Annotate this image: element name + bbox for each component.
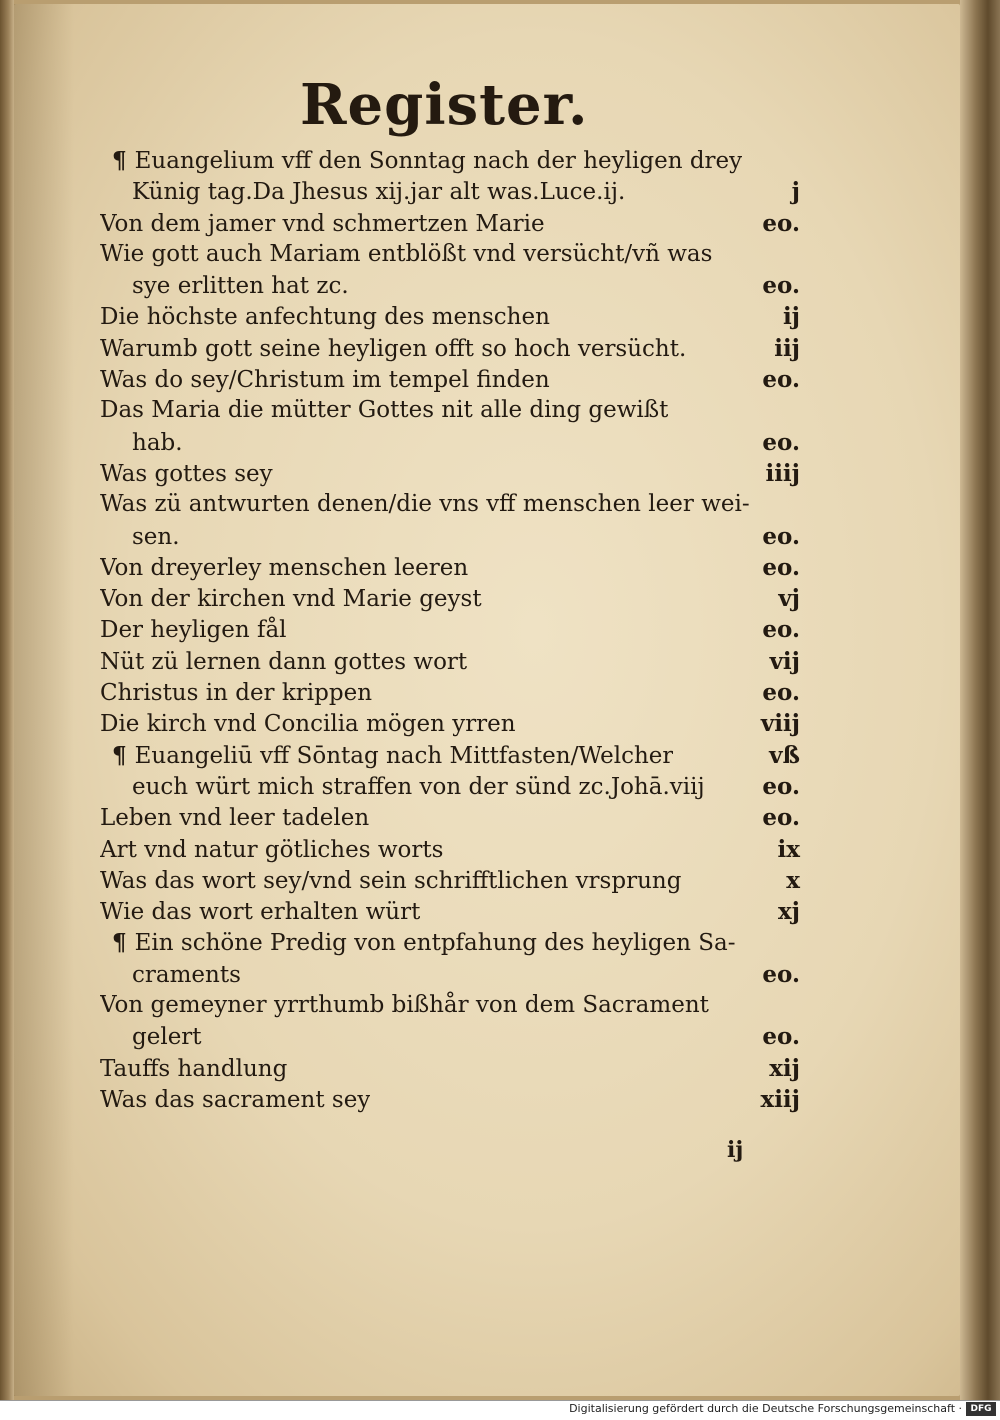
entry-label: Von gemeyner yrrthumb bißhår von dem Sacrament [100,992,709,1019]
register-entry [100,1021,800,1052]
entry-folio: eo. [762,772,800,800]
register-entry [100,301,800,332]
pilcrow-icon: ¶ [112,147,127,174]
entry-label: sye erlitten hat zc. [132,273,349,300]
entry-folio: vij [769,647,800,675]
entry-text [100,990,709,1021]
entry-folio: eo. [762,272,800,300]
entry-label: Die kirch vnd Concilia mögen yrren [100,711,516,738]
entry-label: Die höchste anfechtung des menschen [100,304,550,331]
register-entries [100,145,800,1115]
register-entry [100,333,800,364]
entry-text [100,239,712,270]
entry-folio: j [791,178,800,206]
register-entry [100,239,800,270]
register-entry [100,834,800,865]
entry-folio: vß [769,741,800,769]
register-entry [100,1053,800,1084]
pilcrow-icon: ¶ [112,929,127,957]
entry-label: euch würt mich straffen von der sünd zc.Johā.viij [132,773,705,800]
entry-folio: eo. [762,960,800,988]
entry-folio: eo. [762,366,800,394]
register-entry [100,927,800,958]
entry-label: Von dreyerley menschen leeren [100,554,469,581]
entry-text [100,866,681,897]
register-entry [100,395,800,426]
entry-text [100,897,420,928]
register-entry [100,646,800,677]
register-entry [100,552,800,583]
entry-text [132,1022,202,1053]
dfg-logo: DFG [966,1402,996,1416]
register-entry [100,583,800,614]
entry-label: Leben vnd leer tadelen [100,805,370,832]
entry-label: hab. [132,429,183,456]
entry-text [100,803,369,834]
entry-text [132,772,705,803]
entry-label: Was do sey/Christum im tempel finden [100,367,550,394]
entry-text [100,835,443,866]
entry-label: Künig tag.Da Jhesus xij.jar alt was.Luce.ij. [132,179,626,206]
entry-folio: ij [782,303,800,331]
entry-label: Was das sacrament sey [100,1086,371,1113]
entry-label: Euangeliū vff Sōntag nach Mittfasten/Welcher [134,742,674,769]
entry-text [100,678,372,709]
register-entry [100,364,800,395]
footer-credit: Digitalisierung gefördert durch die Deutsche Forschungsgemeinschaft · [569,1402,962,1415]
entry-label: Wie gott auch Mariam entblößt vnd versücht/vñ was [100,240,713,267]
entry-text [100,927,736,959]
register-entry [100,521,800,552]
register-entry [100,896,800,927]
entry-text [100,145,742,177]
entry-text [100,489,750,520]
signature-mark: ij [727,1137,744,1163]
entry-label: Was gottes sey [100,460,273,487]
register-entry [100,1084,800,1115]
register-entry [100,270,800,301]
register-entry [100,802,800,833]
entry-folio: viij [760,710,800,738]
entry-folio: xij [769,1054,800,1082]
register-entry [100,489,800,520]
entry-label: sen. [132,523,180,550]
register-entry [100,708,800,739]
register-entry [100,771,800,802]
entry-folio: eo. [762,679,800,707]
entry-folio: iiij [765,459,800,487]
entry-label: Euangelium vff den Sonntag nach der heyligen drey [134,148,743,174]
entry-label: Christus in der krippen [100,680,373,707]
entry-folio: iij [774,334,800,362]
entry-text [100,584,482,615]
entry-label: Von der kirchen vnd Marie geyst [100,586,482,613]
entry-label: Ein schöne Predig von entpfahung des heyligen Sa- [134,930,736,957]
register-entry [100,458,800,489]
entry-label: Tauffs handlung [100,1055,288,1082]
entry-text [100,553,468,584]
page-title: Register. [300,72,589,138]
entry-text [100,615,287,646]
entry-text [100,709,516,740]
entry-text [100,647,467,678]
entry-text [132,960,241,991]
entry-folio: eo. [762,209,800,237]
entry-label: Das Maria die mütter Gottes nit alle ding gewißt [100,397,669,424]
entry-folio: vj [778,585,800,613]
register-entry [100,427,800,458]
entry-text [100,395,668,426]
entry-text [100,365,550,396]
entry-folio: eo. [762,1023,800,1051]
entry-label: Von dem jamer vnd schmertzen Marie [100,210,545,237]
entry-folio: eo. [762,616,800,644]
entry-folio: xiij [760,1085,800,1113]
entry-folio: eo. [762,553,800,581]
entry-text [100,1054,287,1085]
entry-text [132,428,183,459]
entry-text [100,334,686,365]
entry-label: gelert [132,1024,202,1051]
entry-label: Was das wort sey/vnd sein schrifftlichen vrsprung [100,867,682,894]
entry-folio: ix [777,835,800,863]
register-entry [100,865,800,896]
entry-text [132,177,625,208]
entry-label: Nüt zü lernen dann gottes wort [100,648,468,675]
page-edge-left [0,0,14,1400]
entry-text [132,271,349,302]
entry-label: Wie das wort erhalten würt [100,899,421,926]
page-edge-right [960,0,1000,1400]
register-entry [100,208,800,239]
register-entry [100,614,800,645]
entry-text [100,459,273,490]
register-entry [100,176,800,207]
entry-folio: eo. [762,804,800,832]
register-entry [100,740,800,771]
register-entry [100,959,800,990]
entry-text [132,522,180,553]
entry-folio: eo. [762,522,800,550]
entry-text [100,1085,370,1116]
gutter-shadow [14,4,74,1396]
entry-label: Der heyligen fål [100,617,287,644]
entry-folio: x [786,866,800,894]
register-entry [100,145,800,176]
register-entry [100,990,800,1021]
entry-label: Was zü antwurten denen/die vns vff menschen leer wei- [100,491,750,518]
entry-text [100,209,545,240]
entry-label: craments [132,961,241,988]
entry-text [100,740,673,772]
pilcrow-icon: ¶ [112,741,127,769]
register-entry [100,677,800,708]
entry-label: Art vnd natur götliches worts [100,836,444,863]
entry-label: Warumb gott seine heyligen offt so hoch versücht. [100,335,687,362]
entry-text [100,302,550,333]
entry-folio: xj [777,898,800,926]
entry-folio: eo. [762,428,800,456]
